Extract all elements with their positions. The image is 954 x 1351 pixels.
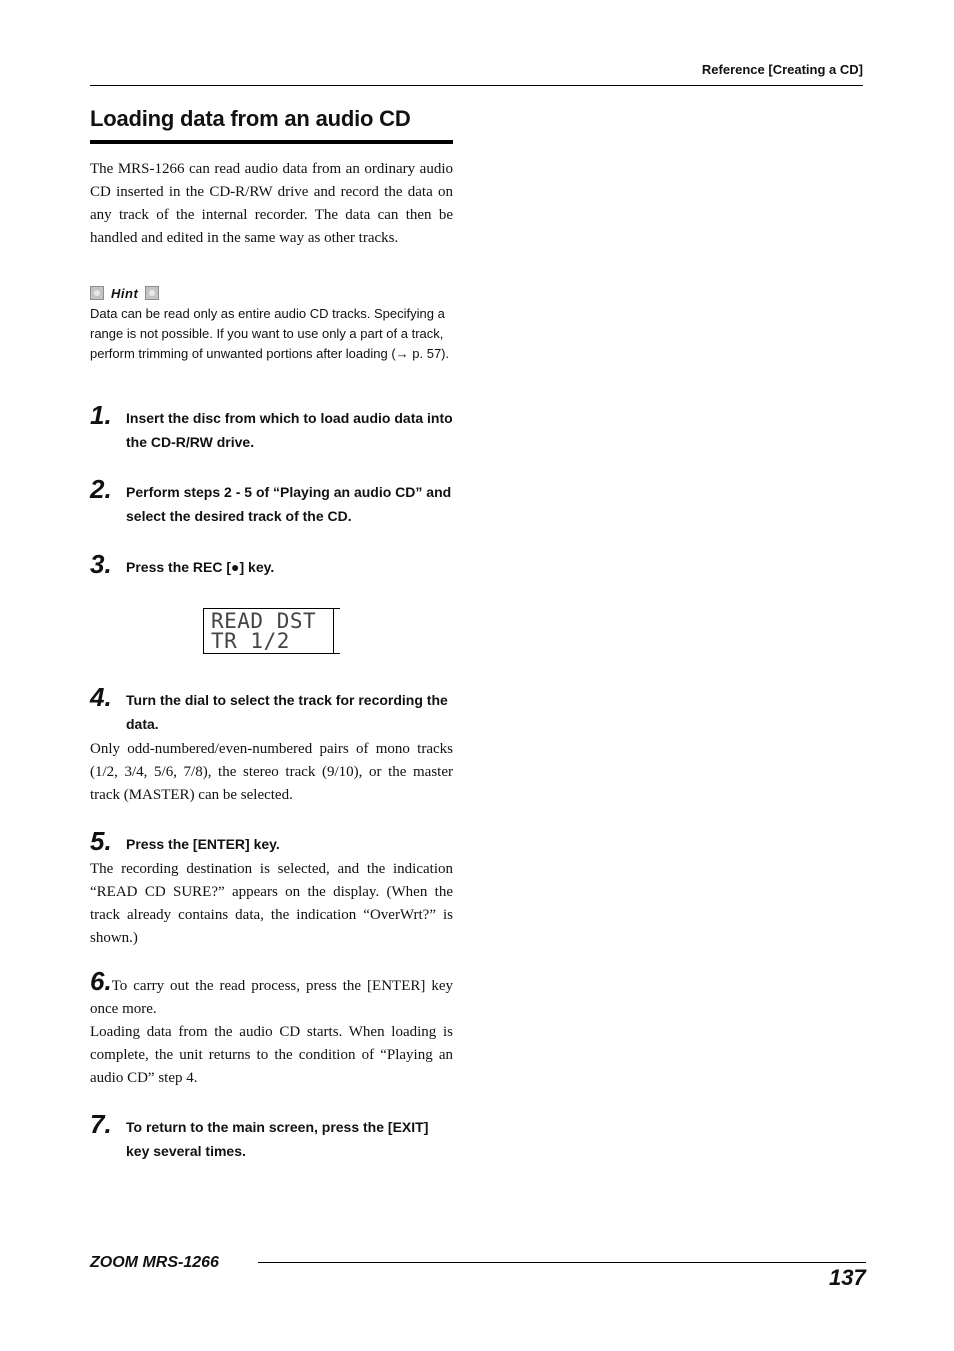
page-header <box>90 0 863 88</box>
page-number: 137 <box>829 1265 866 1290</box>
footer-rule <box>258 1262 866 1263</box>
step-instruction: Press the [ENTER] key. <box>126 836 280 852</box>
step-instruction: Turn the dial to select the track for recording the data. <box>126 692 448 732</box>
step-number: 4. <box>90 682 112 712</box>
lcd-line-1: READ DST <box>211 609 317 633</box>
lcd-display <box>203 608 340 654</box>
title-underline <box>90 140 453 144</box>
intro-paragraph: The MRS-1266 can read audio data from an ordinary audio CD inserted in the CD-R/RW drive and record the data on any track of the internal recorder. The data can then be handled and edited in the same way as other tracks. <box>90 161 453 246</box>
step-number: 5. <box>90 826 112 856</box>
step-1 <box>90 402 453 454</box>
step-instruction: To return to the main screen, press the [EXIT] key several times. <box>126 1119 429 1159</box>
hint-label: Hint <box>111 285 139 301</box>
step-5-description: The recording destination is selected, and the indication “READ CD SURE?” appears on the display. (When the track already contains data, the indication “OverWrt?” is shown.) <box>90 861 453 946</box>
step-instruction: Insert the disc from which to load audio data into the CD-R/RW drive. <box>126 410 453 450</box>
step-5 <box>90 828 453 856</box>
step-3 <box>90 551 453 579</box>
header-rule <box>90 85 863 86</box>
step-7 <box>90 1111 453 1163</box>
step-4-description: Only odd-numbered/even-numbered pairs of mono tracks (1/2, 3/4, 5/6, 7/8), the stereo track (9/10), or the master track (MASTER) can be selected. <box>90 741 453 803</box>
step-6 <box>90 966 453 1090</box>
footer-model-name: ZOOM MRS-1266 <box>90 1254 219 1271</box>
step-number: 3. <box>90 549 112 579</box>
hint-marker-icon <box>90 286 104 300</box>
lcd-line-2: TR 1/2 <box>211 629 290 653</box>
step-instruction: Perform steps 2 - 5 of “Playing an audio CD” and select the desired track of the CD. <box>126 484 452 524</box>
hint-block <box>90 284 453 364</box>
step-number: 7. <box>90 1109 112 1139</box>
step-instruction: Press the REC [●] key. <box>126 559 275 575</box>
lcd-divider <box>333 609 334 653</box>
hint-text: Data can be read only as entire audio CD tracks. Specifying a range is not possible. If you want to use only a part of a track, perform trimming of unwanted portions after loading (→ p. 57). <box>90 306 450 361</box>
step-4 <box>90 684 453 736</box>
step-number: 2. <box>90 474 112 504</box>
hint-marker-icon <box>145 286 159 300</box>
page-title: Loading data from an audio CD <box>90 106 411 131</box>
step-number: 6. <box>90 966 112 996</box>
step-6-description: Loading data from the audio CD starts. When loading is complete, the unit returns to the condition of “Playing an audio CD” step 4. <box>90 1024 453 1086</box>
section-label: Reference [Creating a CD] <box>701 62 863 77</box>
hint-heading <box>90 284 453 302</box>
step-instruction: To carry out the read process, press the [ENTER] key once more. <box>90 978 453 1017</box>
step-number: 1. <box>90 400 112 430</box>
step-2 <box>90 476 453 528</box>
